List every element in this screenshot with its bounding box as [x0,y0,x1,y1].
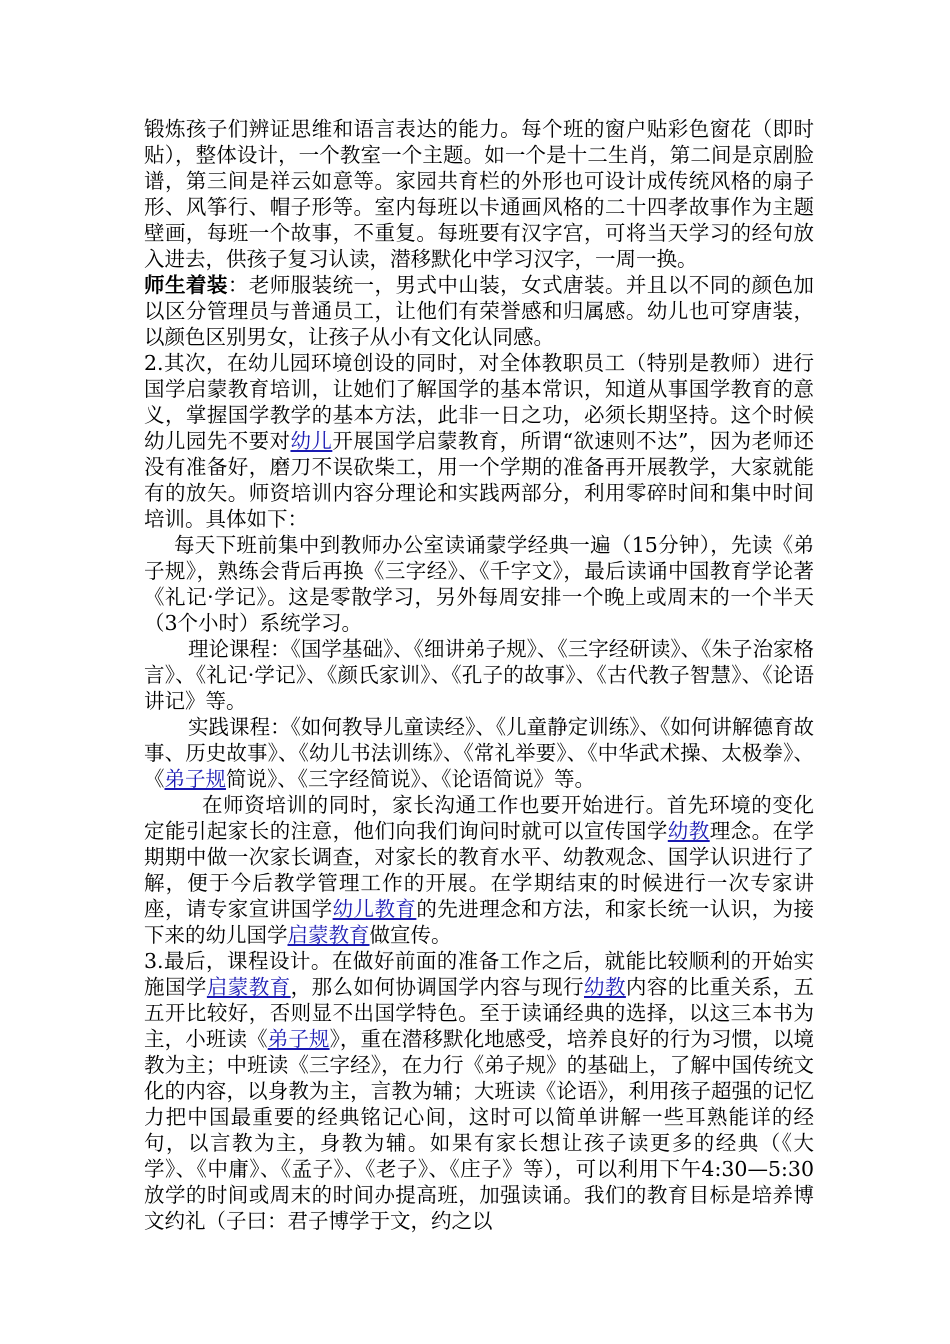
text-run: 做宣传。 [369,923,452,947]
document-page [144,116,814,1234]
text-run: 的先进理念和方法，和家长统一认识，为接下来的幼儿国学 [144,897,815,947]
text-run: 锻炼孩子们辨证思维和语言表达的能力。每个班的窗户贴彩色窗花（即时贴），整体设计，一个教室一个主题。如一个是十二生肖，第二间是京剧脸谱，第三间是祥云如意等。家园共育栏的外形也可设计成传统风格的扇子形、风筝行、帽子形等。室内每班以卡通画风格的二十四孝故事作为主题壁画，每班一个故事，不重复。每班要有汉字宫，可将当天学习的经句放入进去，供孩子复习认读，潜移默化中学习汉字，一周一换。 [144,117,814,271]
paragraph [144,948,814,1234]
text-run: 简说》、《三字经简说》、《论语简说》等。 [226,767,595,791]
keyword-link[interactable]: 弟子规 [164,767,226,791]
text-run: 2.其次，在幼儿园环境创设的同时，对全体教职员工（特别是教师）进行国学启蒙教育培训，让她们了解国学的基本常识，知道从事国学教育的意义，掌握国学教学的基本方法，此非一日之功，必须长期坚持。这个时候幼儿园先不要对 [144,351,814,453]
text-run: 实践课程：《如何教导儿童读经》、《儿童静定训练》、《如何讲解德育故事、历史故事》、《幼儿书法训练》、《常礼举要》、《中华武术操、太极拳》、《 [144,715,814,791]
text-run: ：老师服装统一，男式中山装，女式唐装。并且以不同的颜色加以区分管理员与普通员工，让他们有荣誉感和归属感。幼儿也可穿唐装，以颜色区别男女，让孩子从小有文化认同感。 [144,273,815,349]
keyword-link[interactable]: 启蒙教育 [287,923,370,947]
keyword-link[interactable]: 弟子规 [267,1027,330,1051]
paragraph [144,350,814,532]
text-run: 》，重在潜移默化地感受，培养良好的行为习惯，以境教为主；中班读《三字经》，在力行《弟子规》的基础上，了解中国传统文化的内容，以身教为主，言教为辅；大班读《论语》，利用孩子超强的记忆力把中国最重要的经典铭记心间，这时可以简单讲解一些耳熟能详的经句，以言教为主，身教为辅。如果有家长想让孩子读更多的经典（《大学》、《中庸》、《孟子》、《老子》、《庄子》等），可以利用下午4:30—5:30放学的时间或周末的时间办提高班，加强读诵。我们的教育目标是培养博文约礼（子曰：君子博学于文，约之以 [144,1027,815,1233]
text-run: 理论课程：《国学基础》、《细讲弟子规》、《三字经研读》、《朱子治家格言》、《礼记·学记》、《颜氏家训》、《孔子的故事》、《古代教子智慧》、《论语讲记》等。 [144,637,814,713]
paragraph [144,116,814,272]
keyword-link[interactable]: 幼儿教育 [332,897,417,921]
section-label: 师生着装 [144,273,228,297]
keyword-link[interactable]: 幼儿 [290,429,333,453]
paragraph [144,792,814,948]
keyword-link[interactable]: 幼教 [584,975,626,999]
text-run: 在师资培训的同时，家长沟通工作也要开始进行。首先环境的变化定能引起家长的注意，他们向我们询问时就可以宣传国学 [144,793,814,843]
text-run: 每天下班前集中到教师办公室读诵蒙学经典一遍（15分钟），先读《弟子规》，熟练会背后再换《三字经》、《千字文》，最后读诵中国教育学论著《礼记·学记》。这是零散学习，另外每周安排一个晚上或周末的一个半天（3个小时）系统学习。 [144,533,814,635]
paragraph [144,272,814,350]
text-run: 理念。在学期期中做一次家长调查，对家长的教育水平、幼教观念、国学认识进行了解，便于今后教学管理工作的开展。在学期结束的时候进行一次专家讲座，请专家宣讲国学 [144,819,815,921]
text-run: 3.最后，课程设计。在做好前面的准备工作之后，就能比较顺利的开始实施国学 [144,949,814,999]
paragraph [144,714,814,792]
keyword-link[interactable]: 幼教 [667,819,710,843]
keyword-link[interactable]: 启蒙教育 [206,975,291,999]
text-run: ，那么如何协调国学内容与现行 [290,975,584,999]
paragraph [144,636,814,714]
text-run: 开展国学启蒙教育，所谓“欲速则不达”，因为老师还没有准备好，磨刀不误砍柴工，用一个学期的准备再开展教学，大家就能有的放矢。师资培训内容分理论和实践两部分，利用零碎时间和集中时间培训。具体如下： [144,429,815,531]
text-run: 内容的比重关系，五五开比较好，否则显不出国学特色。至于读诵经典的选择，以这三本书为主，小班读《 [144,975,815,1051]
paragraph [144,532,814,636]
